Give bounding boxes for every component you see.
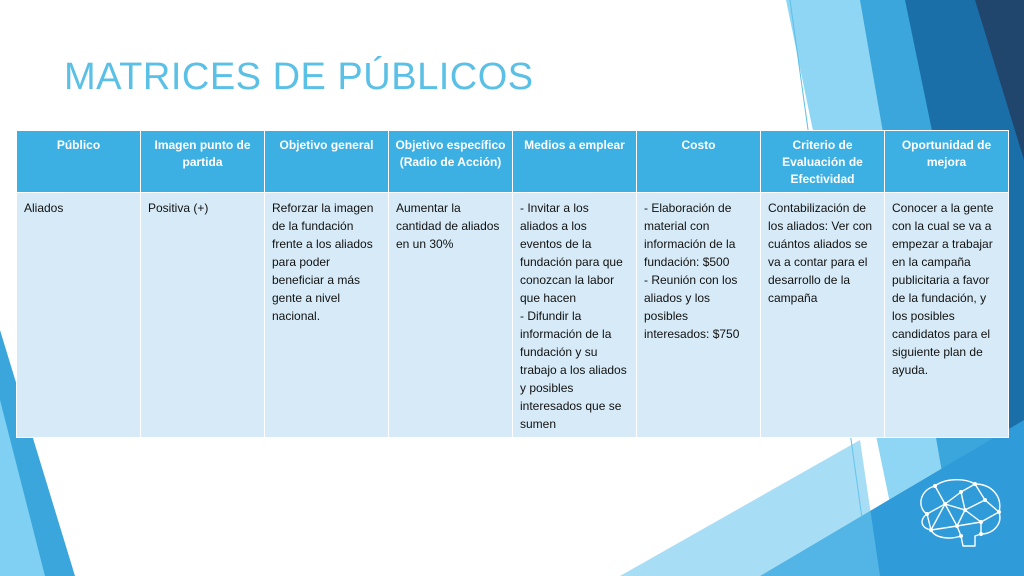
header-objetivo-especifico: Objetivo específico (Radio de Acción): [389, 131, 513, 193]
cell-criterio-de-evaluacion: Contabilización de los aliados: Ver con cuántos aliados se va a contar para el desarrollo de la campaña: [761, 193, 885, 438]
cell-objetivo-general: Reforzar la imagen de la fundación frente a los aliados para poder beneficiar a más gente a nivel nacional.: [265, 193, 389, 438]
brain-network-icon: [905, 474, 1009, 564]
page-title: MATRICES DE PÚBLICOS: [64, 56, 534, 98]
header-costo: Costo: [637, 131, 761, 193]
table-row: [17, 193, 1009, 438]
cell-publico: Aliados: [17, 193, 141, 438]
cell-imagen-punto-de-partida: Positiva (+): [141, 193, 265, 438]
deco-bottom-mid-shape: [620, 440, 880, 576]
table-header-row: [17, 131, 1009, 193]
publics-matrix-table: [16, 130, 1009, 438]
cell-medios-a-emplear: - Invitar a los aliados a los eventos de la fundación para que conozcan la labor que hacen - Difundir la información de la fundación y su trabajo a los aliados y posibles interesados que se sumen: [513, 193, 637, 438]
cell-objetivo-especifico: Aumentar la cantidad de aliados en un 30%: [389, 193, 513, 438]
header-medios-a-emplear: Medios a emplear: [513, 131, 637, 193]
header-criterio-de-evaluacion: Criterio de Evaluación de Efectividad: [761, 131, 885, 193]
cell-costo: - Elaboración de material con información de la fundación: $500 - Reunión con los aliados y los posibles interesados: $750: [637, 193, 761, 438]
header-oportunidad-de-mejora: Oportunidad de mejora: [885, 131, 1009, 193]
cell-oportunidad-de-mejora: Conocer a la gente con la cual se va a empezar a trabajar en la campaña publicitaria a favor de la fundación, y los posibles candidatos para el siguiente plan de ayuda.: [885, 193, 1009, 438]
header-objetivo-general: Objetivo general: [265, 131, 389, 193]
header-publico: Público: [17, 131, 141, 193]
header-imagen-punto-de-partida: Imagen punto de partida: [141, 131, 265, 193]
